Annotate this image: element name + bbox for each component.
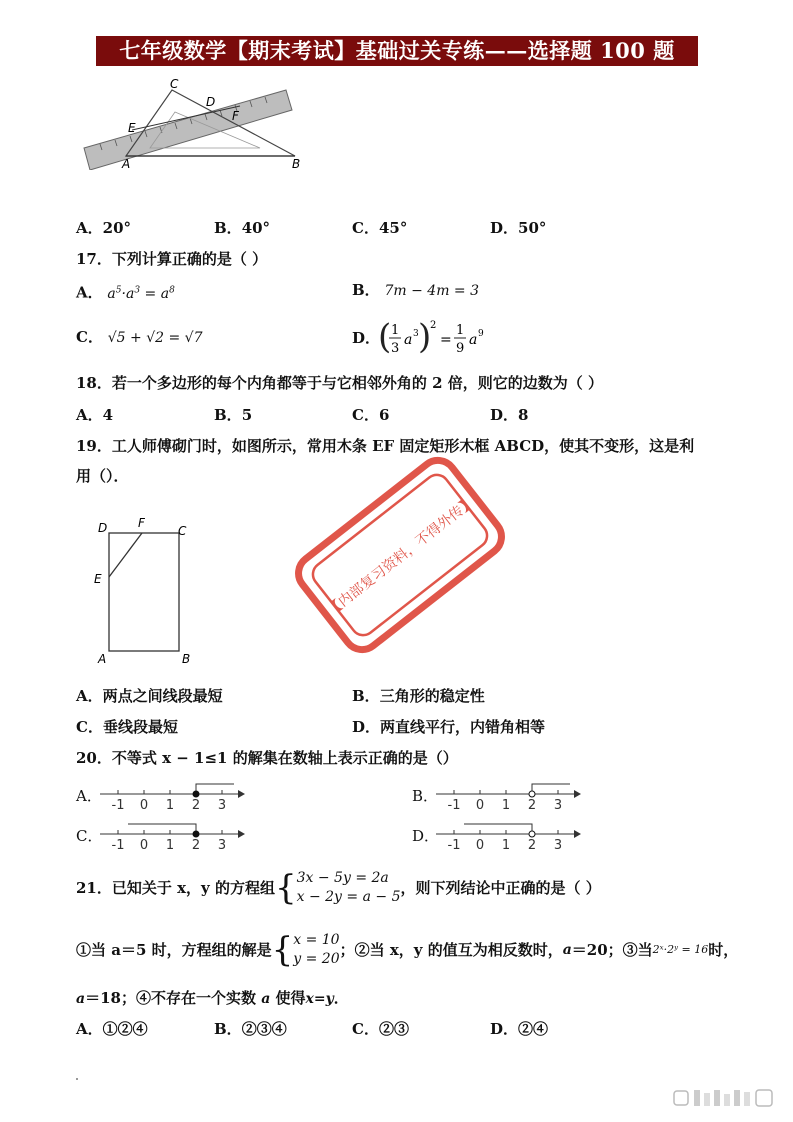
- statement-3-expr: 2ˣ·2ʸ = 16: [652, 943, 709, 956]
- q17-option-d[interactable]: [352, 318, 484, 360]
- fig19-label-f: F: [138, 516, 145, 530]
- fig16-label-e: E: [128, 121, 136, 135]
- tick-label: -1: [447, 838, 461, 853]
- statement-1-pre: ①当 a＝5 时，方程组的解是: [76, 941, 272, 959]
- option-letter: B．: [214, 219, 242, 237]
- tick-label: 2: [527, 838, 537, 853]
- option-expr: $a^5\cdot a^3 = a^8$: [107, 285, 175, 302]
- option-letter: B．: [214, 406, 242, 424]
- q21-option-b[interactable]: [214, 1019, 287, 1039]
- svg-text:): ): [418, 318, 432, 357]
- q16-option-a[interactable]: [76, 218, 131, 238]
- option-expr: √5 + √2 = √7: [107, 330, 203, 346]
- q21-stem: [76, 866, 601, 910]
- page-title: 七年级数学【期末考试】基础过关专练——选择题 100 题: [96, 36, 698, 66]
- q18-stem: 18．若一个多边形的每个内角都等于与它相邻外角的 2 倍，则它的边数为（ ）: [76, 374, 603, 392]
- option-letter: D．: [490, 406, 519, 424]
- q18-option-a[interactable]: [76, 405, 113, 425]
- q17-stem: 17．下列计算正确的是（ ）: [76, 250, 268, 268]
- svg-text:a: a: [469, 332, 478, 348]
- arrow-right-icon: [238, 830, 245, 838]
- var-a: a: [562, 942, 572, 958]
- fig19-label-b: B: [182, 652, 191, 666]
- solution-ray: [196, 784, 234, 794]
- option-text: 6: [378, 406, 390, 424]
- option-letter: B．: [214, 1020, 242, 1038]
- option-text: 4: [102, 406, 114, 424]
- q19-option-c[interactable]: [76, 717, 178, 737]
- page-dot: [76, 1078, 78, 1080]
- tick-label: 3: [217, 838, 227, 853]
- q18-option-d[interactable]: [490, 405, 528, 425]
- q21-stem-post: ，则下列结论中正确的是（ ）: [400, 879, 601, 897]
- svg-text:3: 3: [391, 341, 400, 356]
- q21-option-d[interactable]: [490, 1019, 548, 1039]
- svg-text:9: 9: [456, 341, 465, 356]
- q20-stem: 20．不等式 x − 1≤1 的解集在数轴上表示正确的是（）: [76, 749, 458, 767]
- fig19-label-d: D: [98, 521, 108, 535]
- option-letter: B．: [352, 281, 380, 299]
- option-text: 50°: [518, 219, 547, 237]
- rectangle-abcd: [109, 533, 179, 651]
- confidential-stamp: [285, 455, 515, 655]
- stamp-text: 【内部复习资料，不得外传】: [324, 494, 478, 619]
- option-text: 两点之间线段最短: [102, 687, 223, 705]
- equation-1: 3x − 5y = 2a: [296, 870, 389, 886]
- fig16-label-d: D: [206, 95, 216, 109]
- option-text: ①②④: [102, 1020, 148, 1038]
- arrow-right-icon: [574, 790, 581, 798]
- tick-label: 1: [165, 798, 175, 813]
- filled-point: [193, 791, 199, 797]
- statement-2: ；②当 x，y 的值互为相反数时，: [339, 941, 563, 959]
- option-letter: A．: [76, 283, 103, 302]
- fig16-label-c: C: [170, 78, 179, 91]
- figure-q16: [80, 78, 320, 170]
- statement-3-post: 时，: [708, 941, 739, 959]
- statement-end: ．: [333, 989, 349, 1007]
- option-text: ②③④: [241, 1020, 287, 1038]
- open-point: [529, 791, 535, 797]
- q18-option-b[interactable]: [214, 405, 252, 425]
- svg-text:=: =: [440, 332, 452, 348]
- option-text: 8: [518, 406, 529, 424]
- option-letter: C．: [352, 219, 379, 237]
- tick-label: 1: [501, 838, 511, 853]
- option-letter: B．: [352, 687, 380, 705]
- tick-label: 3: [553, 798, 563, 813]
- svg-text:3: 3: [413, 329, 419, 339]
- option-letter: A．: [76, 219, 103, 237]
- q20-option-c-numberline[interactable]: [98, 814, 248, 854]
- open-point: [529, 831, 535, 837]
- solution-ray: [128, 824, 196, 834]
- solution-x: x = 10: [293, 932, 340, 948]
- q19-stem-line2: 用（）．: [76, 467, 129, 485]
- tick-label: 1: [165, 838, 175, 853]
- q21-stem-pre: 21．已知关于 x，y 的方程组: [76, 879, 275, 897]
- svg-text:1: 1: [456, 323, 465, 338]
- solution-y: y = 20: [293, 951, 340, 967]
- brace-icon: {: [274, 868, 297, 908]
- ruler-shape: [84, 90, 292, 170]
- equation-2: x − 2y = a − 5: [296, 889, 401, 905]
- svg-text:(: (: [378, 318, 392, 357]
- option-text: 两直线平行，内错角相等: [380, 718, 546, 736]
- option-expr: [376, 318, 496, 360]
- option-letter: D．: [490, 219, 519, 237]
- option-letter: A．: [76, 1020, 103, 1038]
- tick-label: 3: [217, 798, 227, 813]
- option-letter: D．: [352, 718, 381, 736]
- figure-q19: [92, 515, 202, 667]
- option-text: 垂线段最短: [102, 718, 178, 736]
- q21-option-a[interactable]: [76, 1019, 148, 1039]
- q21-statements-line2: [76, 988, 349, 1009]
- option-text: 三角形的稳定性: [379, 687, 485, 705]
- arrow-right-icon: [574, 830, 581, 838]
- option-expr: 7m − 4m = 3: [384, 283, 480, 299]
- option-text: ②③: [378, 1020, 409, 1038]
- q21-system: [297, 869, 401, 907]
- fig19-label-c: C: [178, 524, 187, 538]
- q16-option-b[interactable]: [214, 218, 270, 238]
- option-text: 20°: [102, 219, 132, 237]
- tick-label: 2: [191, 838, 201, 853]
- tick-label: 0: [139, 838, 149, 853]
- watermark-logo-icon: [672, 1088, 776, 1108]
- tick-label: -1: [447, 798, 461, 813]
- q20-option-d-numberline[interactable]: [434, 814, 584, 854]
- statement-2-value: ＝20；③当: [571, 941, 653, 959]
- q20-option-d-label[interactable]: D．: [412, 827, 440, 845]
- tick-label: 3: [553, 838, 563, 853]
- q20-option-a-label[interactable]: A．: [76, 787, 102, 805]
- tick-label: 1: [501, 798, 511, 813]
- svg-text:1: 1: [391, 323, 400, 338]
- svg-text:9: 9: [478, 329, 484, 339]
- q16-option-c[interactable]: [352, 218, 407, 238]
- tick-label: 0: [475, 838, 485, 853]
- fig19-label-e: E: [94, 572, 102, 586]
- tick-label: 0: [139, 798, 149, 813]
- q19-stem-line1: 19．工人师傅砌门时，如图所示，常用木条 EF 固定矩形木框 ABCD，使其不变形，这是利: [76, 437, 695, 455]
- solution-ray: [532, 784, 570, 794]
- svg-text:2: 2: [430, 320, 437, 331]
- option-letter: D．: [490, 1020, 519, 1038]
- option-text: 5: [241, 406, 253, 424]
- svg-text:a: a: [404, 332, 413, 348]
- q17-option-b[interactable]: [352, 280, 479, 301]
- fig16-label-a: A: [122, 157, 131, 170]
- option-letter: C．: [76, 718, 103, 736]
- q20-option-c-label[interactable]: C．: [76, 827, 103, 845]
- q20-option-b-label[interactable]: B．: [412, 787, 439, 805]
- option-text: ②④: [518, 1020, 549, 1038]
- q17-option-c[interactable]: [76, 327, 202, 348]
- q16-option-d[interactable]: [490, 218, 546, 238]
- statement-4: ＝18；④不存在一个实数: [85, 989, 256, 1007]
- fig16-label-f: F: [232, 109, 239, 123]
- option-text: 45°: [378, 219, 408, 237]
- solution-ray: [464, 824, 532, 834]
- q20-option-a-numberline[interactable]: [98, 774, 248, 814]
- tick-label: 2: [191, 798, 201, 813]
- brace-icon: {: [271, 930, 294, 970]
- tick-label: -1: [111, 838, 125, 853]
- filled-point: [193, 831, 199, 837]
- var-a: a: [261, 991, 271, 1007]
- arrow-right-icon: [238, 790, 245, 798]
- statement-4-cont: 使得: [275, 989, 306, 1007]
- var-xy: x=y: [305, 991, 334, 1007]
- q21-statements-line1: [76, 928, 738, 972]
- bar-ef: [109, 533, 142, 577]
- tick-label: -1: [111, 798, 125, 813]
- option-letter: D．: [352, 329, 381, 347]
- fig16-label-b: B: [292, 157, 301, 170]
- q19-option-d[interactable]: [352, 717, 545, 737]
- option-text: 40°: [241, 219, 271, 237]
- q20-option-b-numberline[interactable]: [434, 774, 584, 814]
- q21-option-c[interactable]: [352, 1019, 409, 1039]
- option-letter: A．: [76, 406, 103, 424]
- solution-system: [293, 931, 339, 969]
- q19-option-a[interactable]: [76, 686, 223, 706]
- tick-label: 2: [527, 798, 537, 813]
- tick-label: 0: [475, 798, 485, 813]
- var-a: a: [76, 991, 86, 1007]
- option-letter: C．: [76, 328, 103, 346]
- option-letter: C．: [352, 406, 379, 424]
- option-letter: A．: [76, 687, 103, 705]
- q18-option-c[interactable]: [352, 405, 389, 425]
- q17-option-a[interactable]: [76, 280, 175, 304]
- q19-option-b[interactable]: [352, 686, 485, 706]
- fig19-label-a: A: [98, 652, 107, 666]
- option-letter: C．: [352, 1020, 379, 1038]
